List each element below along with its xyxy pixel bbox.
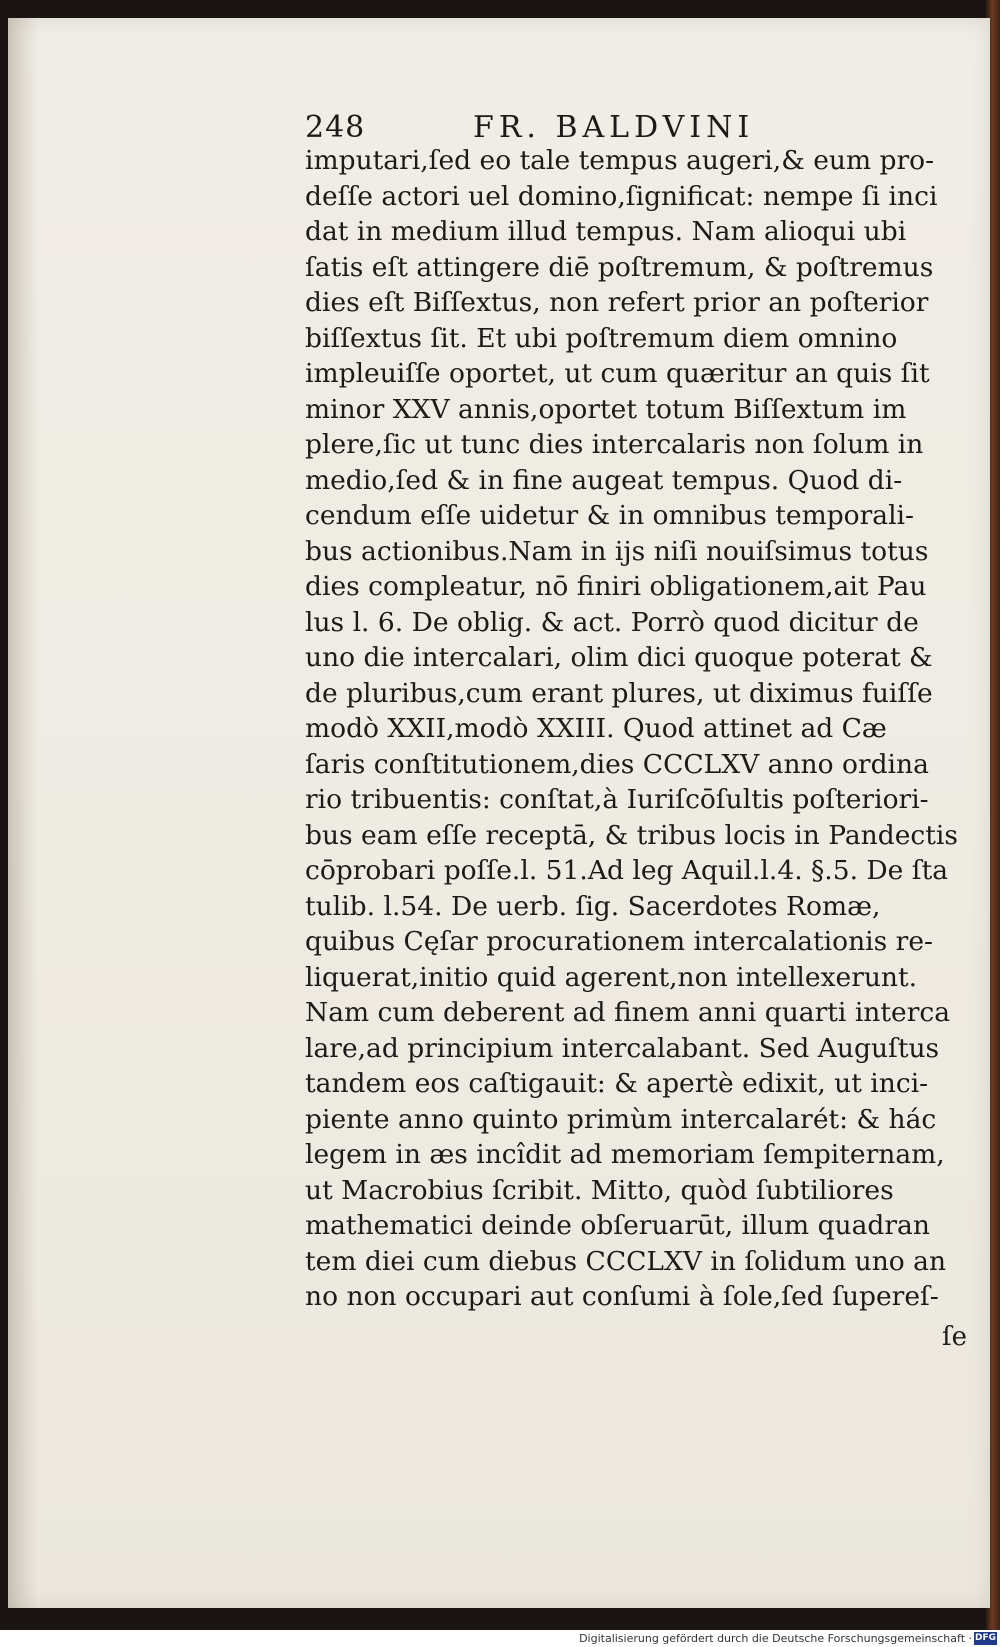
text-line: tandem eos caſtigauit: & apertè edixit, ut inci- [305, 1068, 929, 1099]
text-line: dies compleatur, nō finiri obligationem,ait Pau [305, 571, 927, 602]
text-line: plere,ſic ut tunc dies intercalaris non ſolum in [305, 429, 924, 460]
text-line: rio tribuentis: conſtat,à Iuriſcōſultis poſteriori- [305, 784, 929, 815]
text-line: lare,ad principium intercalabant. Sed Auguſtus [305, 1032, 940, 1064]
text-line: de pluribus,cum erant plures, ut diximus fuiſſe [305, 677, 933, 709]
text-line: cōprobari poſſe.l. 51.Ad leg Aquil.l.4. §.5. De ſta [305, 855, 949, 886]
text-line: deſſe actori uel domino,ſignificat: nempe ſi inci [305, 180, 938, 212]
page-number: 248 [305, 110, 366, 145]
text-line: tem diei cum diebus CCCLXV in ſolidum uno an [305, 1245, 947, 1277]
body-text [305, 143, 975, 1315]
catchword: ſe [942, 1322, 968, 1352]
text-line: legem in æs incîdit ad memoriam ſempiternam, [305, 1139, 945, 1170]
running-title: FR. BALDVINI [473, 110, 755, 145]
text-line: ut Macrobius ſcribit. Mitto, quòd ſubtiliores [305, 1174, 894, 1206]
text-line: Nam cum deberent ad finem anni quarti interca [305, 997, 951, 1028]
digitization-credit: Digitalisierung gefördert durch die Deutsche Forschungsgemeinschaft · [579, 1632, 972, 1645]
text-line: quibus Cęſar procurationem intercalationis re- [305, 926, 933, 957]
text-line: cendum eſſe uidetur & in omnibus temporali- [305, 500, 914, 531]
text-line: tulib. l.54. De uerb. ſig. Sacerdotes Romæ, [305, 890, 881, 922]
gutter-shade [8, 18, 38, 1608]
text-line: biſſextus ſit. Et ubi poſtremum diem omnino [305, 322, 898, 354]
dfg-logo: DFG [974, 1633, 996, 1643]
text-line: ſatis eſt attingere diē poſtremum, & poſtremus [305, 251, 934, 283]
text-line: minor XXV annis,oportet totum Biſſextum im [305, 393, 907, 425]
text-line: bus actionibus.Nam in ijs niſi nouiſsimus totus [305, 535, 929, 567]
text-line: no non occupari aut conſumi à ſole,ſed ſupereſ- [305, 1281, 939, 1312]
text-line: imputari,ſed eo tale tempus augeri,& eum pro- [305, 145, 935, 176]
text-line: mathematici deinde obſeruarūt, illum quadran [305, 1210, 930, 1241]
text-line: piente anno quinto primùm intercalarét: & hác [305, 1103, 937, 1135]
text-line: impleuiſſe oportet, ut cum quæritur an quis ſit [305, 358, 930, 389]
text-line: liquerat,initio quid agerent,non intellexerunt. [305, 961, 918, 993]
text-line: ſaris conſtitutionem,dies CCCLXV anno ordina [305, 748, 929, 780]
text-line: dat in medium illud tempus. Nam alioqui ubi [305, 216, 907, 247]
text-line: medio,ſed & in fine augeat tempus. Quod di- [305, 464, 903, 496]
text-line: modò XXII,modò XXIII. Quod attinet ad Cæ [305, 713, 887, 744]
text-line: uno die intercalari, olim dici quoque poterat & [305, 642, 933, 673]
text-line: dies eſt Biſſextus, non refert prior an poſterior [305, 287, 929, 318]
text-line: bus eam eſſe receptā, & tribus locis in Pandectis [305, 819, 958, 851]
text-line: lus l. 6. De oblig. & act. Porrò quod dicitur de [305, 606, 919, 638]
